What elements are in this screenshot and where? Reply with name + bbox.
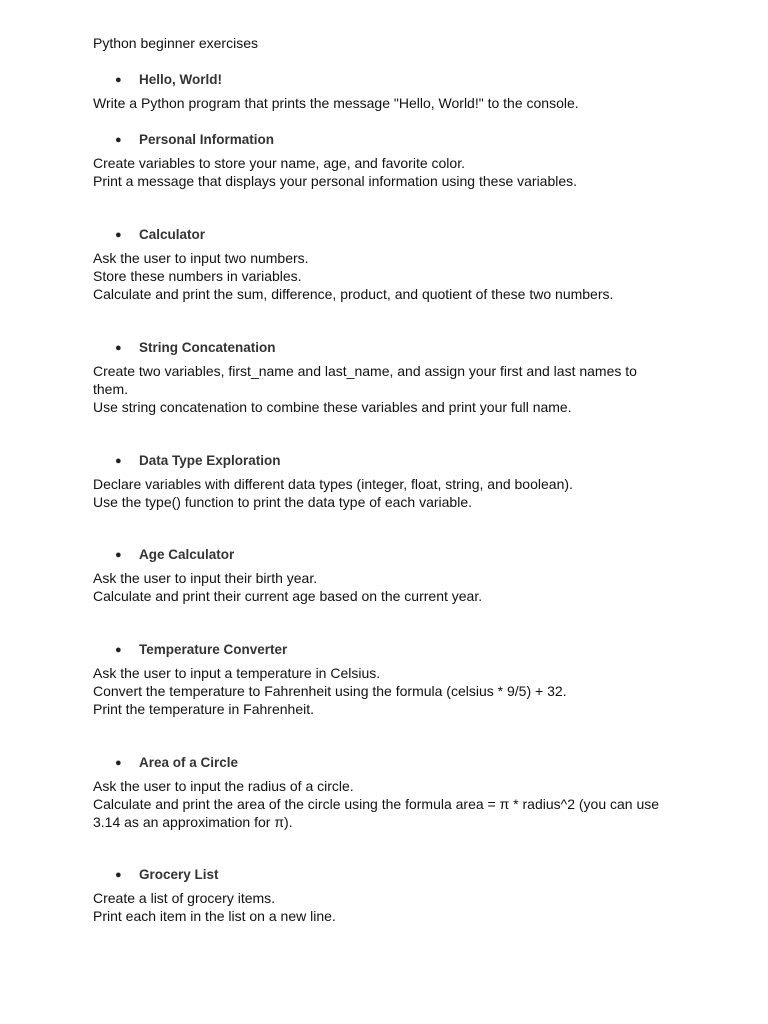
exercise-section <box>93 71 683 112</box>
bullet-icon: ● <box>115 134 122 146</box>
exercise-section <box>93 641 683 718</box>
exercise-heading-row <box>93 641 683 659</box>
exercise-heading: Temperature Converter <box>139 642 288 657</box>
exercise-heading-row <box>93 226 683 244</box>
exercise-heading: Data Type Exploration <box>139 453 281 468</box>
exercise-heading: Area of a Circle <box>139 755 239 770</box>
exercise-section <box>93 754 678 831</box>
exercise-text: Store these numbers in variables. <box>93 268 302 284</box>
exercise-heading-row <box>93 71 683 89</box>
exercise-text: Create a list of grocery items. <box>93 890 276 906</box>
exercise-text: Create two variables, first_name and last_name, and assign your first and last names to them. <box>93 363 637 397</box>
exercise-text: Convert the temperature to Fahrenheit using the formula (celsius * 9/5) + 32. <box>93 683 567 699</box>
exercise-section <box>93 546 683 605</box>
bullet-icon: ● <box>115 74 122 86</box>
exercise-text: Calculate and print their current age based on the current year. <box>93 588 483 604</box>
document-title: Python beginner exercises <box>93 35 258 51</box>
bullet-icon: ● <box>115 549 122 561</box>
exercise-heading: Age Calculator <box>139 547 235 562</box>
exercise-section <box>93 339 653 416</box>
exercise-heading-row <box>93 546 683 564</box>
exercise-heading-row <box>93 452 683 470</box>
exercise-text: Calculate and print the area of the circle using the formula area = π * radius^2 (you can use 3.14 as an approximation for π). <box>93 796 660 830</box>
exercise-text: Ask the user to input two numbers. <box>93 250 309 266</box>
exercise-text: Ask the user to input a temperature in Celsius. <box>93 665 381 681</box>
exercise-heading: Hello, World! <box>139 72 222 87</box>
exercise-heading: Calculator <box>139 227 206 242</box>
bullet-icon: ● <box>115 757 122 769</box>
exercise-section <box>93 866 683 925</box>
bullet-icon: ● <box>115 455 122 467</box>
exercise-heading-row <box>93 131 683 149</box>
bullet-icon: ● <box>115 644 122 656</box>
exercise-text: Print each item in the list on a new line. <box>93 908 336 924</box>
exercise-heading-row <box>93 754 678 772</box>
bullet-icon: ● <box>115 342 122 354</box>
exercise-text: Use string concatenation to combine these variables and print your full name. <box>93 399 572 415</box>
exercise-text: Declare variables with different data types (integer, float, string, and boolean). <box>93 476 573 492</box>
exercise-text: Write a Python program that prints the message "Hello, World!" to the console. <box>93 95 579 111</box>
exercise-heading: Personal Information <box>139 132 275 147</box>
exercise-heading: String Concatenation <box>139 340 276 355</box>
bullet-icon: ● <box>115 869 122 881</box>
exercise-text: Create variables to store your name, age, and favorite color. <box>93 155 465 171</box>
bullet-icon: ● <box>115 229 122 241</box>
exercise-text: Use the type() function to print the data type of each variable. <box>93 494 472 510</box>
exercise-section <box>93 226 683 303</box>
exercise-heading-row <box>93 866 683 884</box>
exercise-text: Print a message that displays your personal information using these variables. <box>93 173 578 189</box>
exercise-heading: Grocery List <box>139 867 219 882</box>
exercise-text: Ask the user to input their birth year. <box>93 570 318 586</box>
exercise-text: Calculate and print the sum, difference, product, and quotient of these two numbers. <box>93 286 614 302</box>
exercise-heading-row <box>93 339 653 357</box>
exercise-text: Ask the user to input the radius of a circle. <box>93 778 354 794</box>
exercise-section <box>93 452 683 511</box>
exercise-text: Print the temperature in Fahrenheit. <box>93 701 315 717</box>
exercise-section <box>93 131 683 190</box>
